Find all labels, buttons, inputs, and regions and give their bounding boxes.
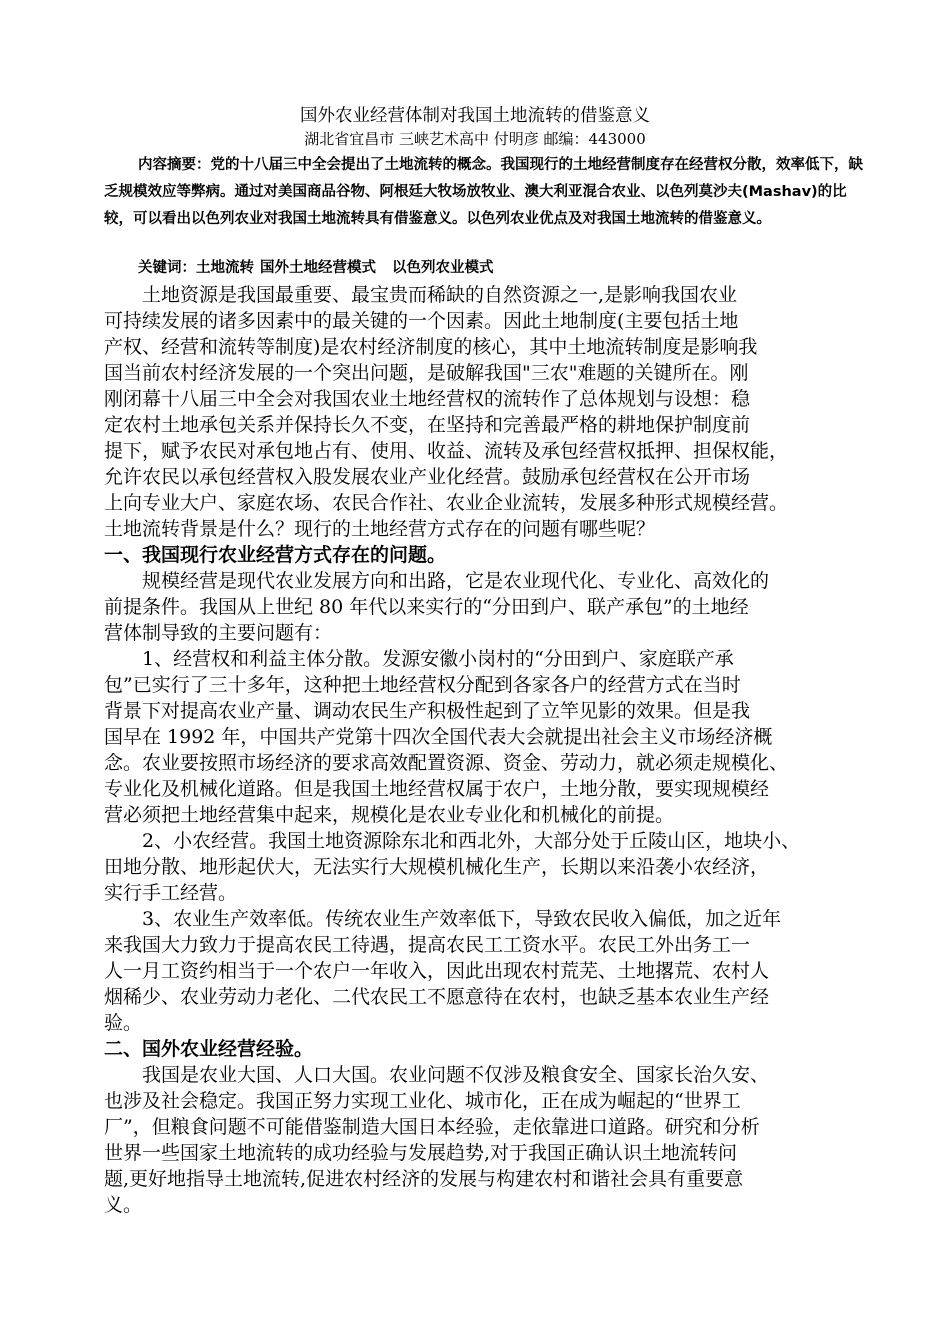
body-line: 烟稀少、农业劳动力老化、二代农民工不愿意待在农村，也缺乏基本农业生产经 [104,986,770,1008]
body-line: 土地流转背景是什么？现行的土地经营方式存在的问题有哪些呢？ [104,518,656,540]
body-line: 验。 [104,1012,143,1034]
body-line: 1、经营权和利益主体分散。发源安徽小岗村的“分田到户、家庭联产承 [104,648,734,670]
body-line: 念。农业要按照市场经济的要求高效配置资源、资金、劳动力，就必须走规模化、 [104,752,789,774]
body-line: 我国是农业大国、人口大国。农业问题不仅涉及粮食安全、国家长治久安、 [104,1064,770,1086]
body-line: 国早在 1992 年，中国共产党第十四次全国代表大会就提出社会主义市场经济概 [104,726,773,748]
section-heading-2: 二、国外农业经营经验。 [104,1038,314,1060]
body-line: 人一月工资约相当于一个农户一年收入，因此出现农村荒芜、土地撂荒、农村人 [104,960,770,982]
body-line: 规模经营是现代农业发展方向和出路，它是农业现代化、专业化、高效化的 [104,570,770,592]
body-line: 国当前农村经济发展的一个突出问题，是破解我国"三农"难题的关键所在。刚 [104,362,749,384]
body-line: 上向专业大户、家庭农场、农民合作社、农业企业流转，发展多种形式规模经营。 [104,492,789,514]
body-line: 2、小农经营。我国土地资源除东北和西北外，大部分处于丘陵山区，地块小、 [104,830,801,852]
body-line: 营必须把土地经营集中起来，规模化是农业专业化和机械化的前提。 [104,804,675,826]
keyword-3: 以色列农业模式 [392,260,494,276]
body-line: 定农村土地承包关系并保持长久不变，在坚持和完善最严格的耕地保护制度前 [104,414,751,436]
body-line: 营体制导致的主要问题有： [104,622,333,644]
keyword-2: 国外土地经营模式 [260,260,376,276]
abstract [104,152,864,233]
body-line: 也涉及社会稳定。我国正努力实现工业化、城市化，正在成为崛起的“世界工 [104,1090,741,1112]
body-line: 包”已实行了三十多年，这种把土地经营权分配到各家各户的经营方式在当时 [104,674,741,696]
body-line: 背景下对提高农业产量、调动农民生产积极性起到了立竿见影的效果。但是我 [104,700,751,722]
body-line: 可持续发展的诸多因素中的最关键的一个因素。因此土地制度(主要包括土地 [104,310,739,332]
body-line: 来我国大力致力于提高农民工待遇，提高农民工工资水平。农民工外出务工一 [104,934,751,956]
keywords-label: 关键词： [138,260,196,276]
body-line: 世界一些国家土地流转的成功经验与发展趋势,对于我国正确认识土地流转问 [104,1142,738,1164]
body-line: 厂”，但粮食问题不可能借鉴制造大国日本经验，走依靠进口道路。研究和分析 [104,1116,760,1138]
body-line: 产权、经营和流转等制度)是农村经济制度的核心，其中土地流转制度是影响我 [104,336,758,358]
author-line: 湖北省宜昌市 三峡艺术高中 付明彦 邮编：443000 [304,130,646,148]
keyword-1: 土地流转 [196,260,254,276]
body-line: 提下，赋予农民对承包地占有、使用、收益、流转及承包经营权抵押、担保权能， [104,440,789,462]
body-line: 土地资源是我国最重要、最宝贵而稀缺的自然资源之一,是影响我国农业 [104,284,738,306]
document-title: 国外农业经营体制对我国土地流转的借鉴意义 [300,106,650,126]
body-line: 允许农民以承包经营权入股发展农业产业化经营。鼓励承包经营权在公开市场 [104,466,751,488]
abstract-text: 内容摘要：党的十八届三中全会提出了土地流转的概念。我国现行的土地经营制度存在经营权分散，效率低下，缺乏规模效应等弊病。通过对美国商品谷物、阿根廷大牧场放牧业、澳大利亚混合农业、以色列莫沙夫(Mashav)的比较，可以看出以色列农业对我国土地流转具有借鉴意义。以色列农业优点及对我国土地流转的借鉴意义。 [104,157,863,227]
body-line: 3、农业生产效率低。传统农业生产效率低下，导致农民收入偏低，加之近年 [104,908,782,930]
body-line: 题,更好地指导土地流转,促进农村经济的发展与构建农村和谐社会具有重要意 [104,1168,744,1190]
body-line: 义。 [104,1194,143,1216]
body-line: 田地分散、地形起伏大，无法实行大规模机械化生产，长期以来沿袭小农经济， [104,856,770,878]
body-line: 实行手工经营。 [104,882,238,904]
body-line: 刚闭幕十八届三中全会对我国农业土地经营权的流转作了总体规划与设想：稳 [104,388,751,410]
section-heading-1: 一、我国现行农业经营方式存在的问题。 [104,544,447,566]
body-line: 前提条件。我国从上世纪 80 年代以来实行的“分田到户、联产承包”的土地经 [104,596,749,618]
body-line: 专业化及机械化道路。但是我国土地经营权属于农户，土地分散，要实现规模经 [104,778,770,800]
keywords [138,257,878,279]
